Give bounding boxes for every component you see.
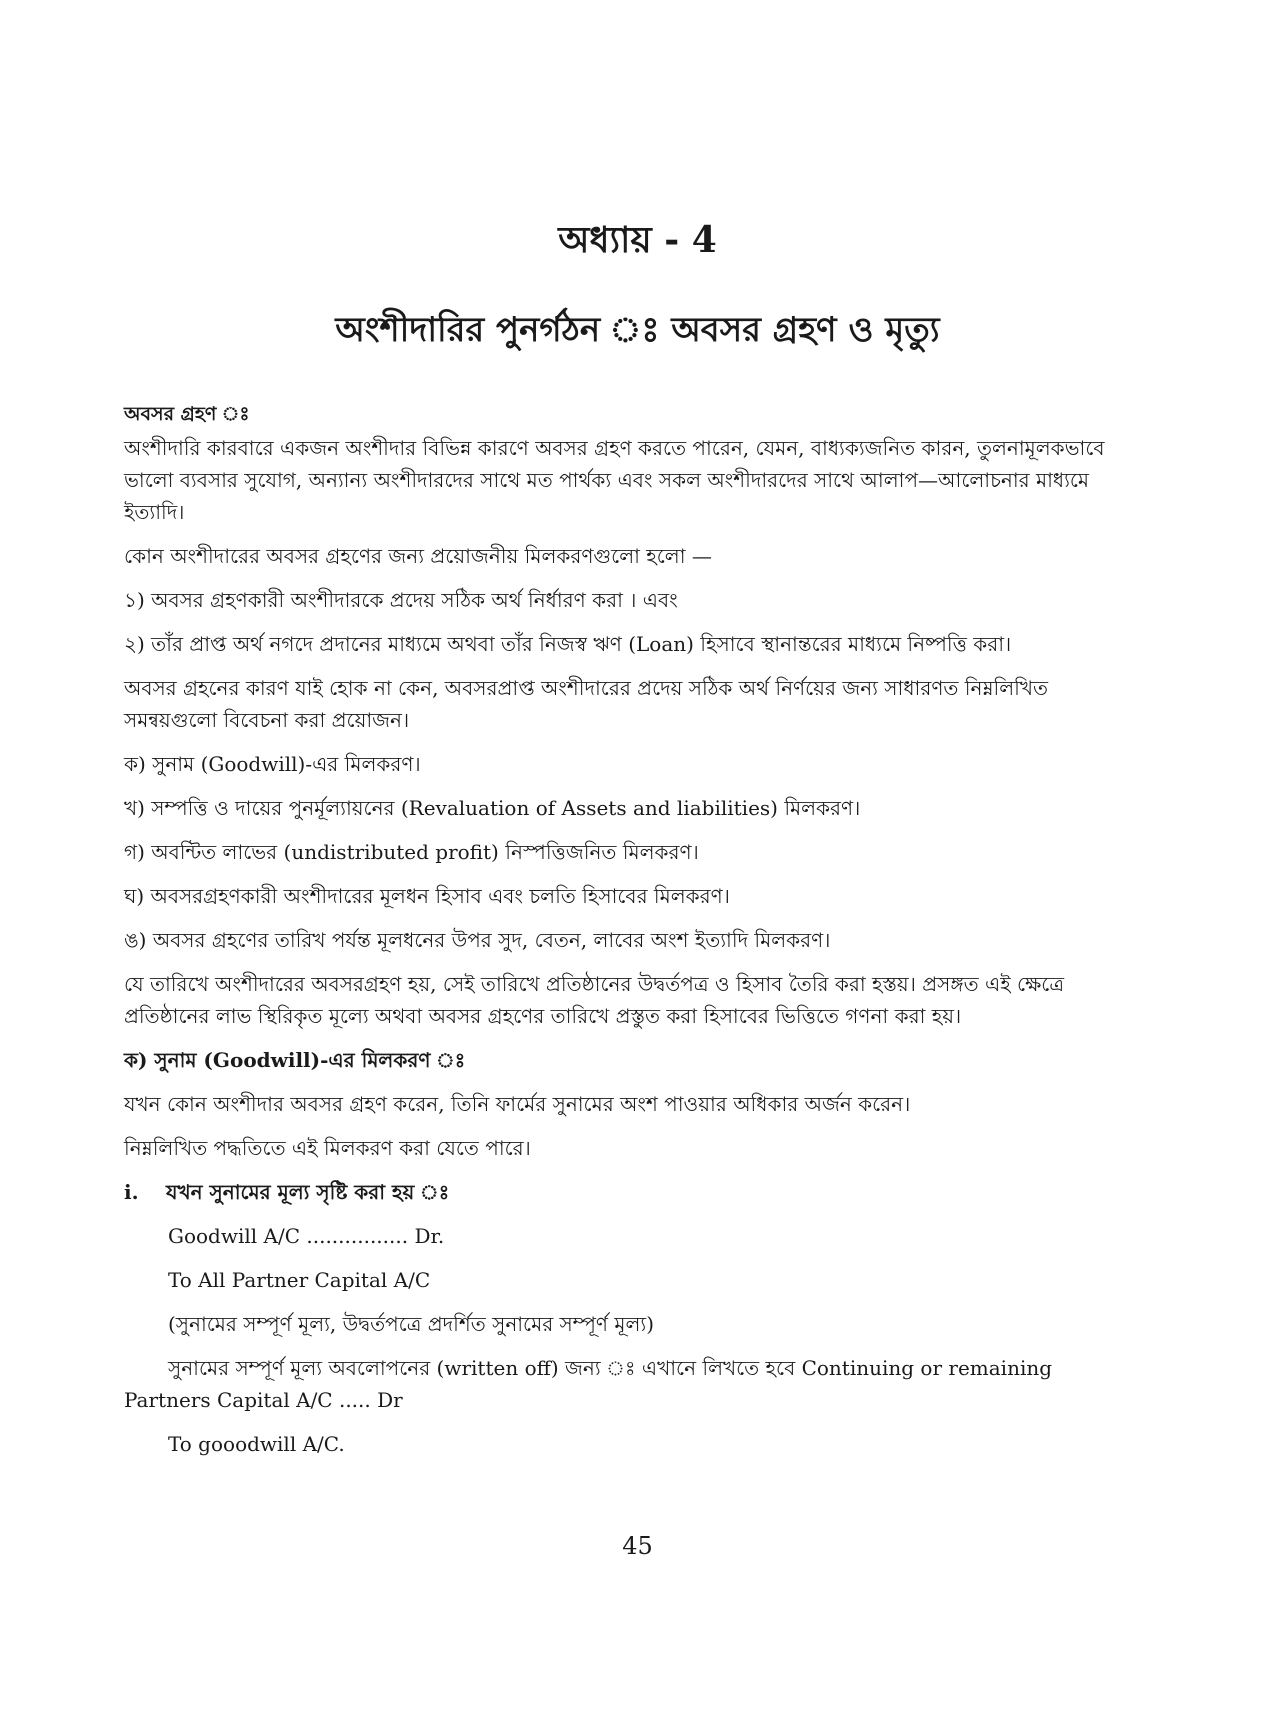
balance-sheet-paragraph: যে তারিখে অংশীদারের অবসরগ্রহণ হয়, সেই তারিখে প্রতিষ্ঠানের উদ্বর্তপত্র ও হিসাব তৈরি করা হস্তয়। প্রসঙ্গত এই ক্ষেত্রে প্রতিষ্ঠানের লাভ স্থিরিকৃত মূল্যে অথবা অবসর গ্রহণের তারিখে প্রস্তুত করা হিসাবের ভিত্তিতে গণনা করা হয়।: [124, 972, 1065, 1028]
case-i-heading: [124, 1176, 1134, 1208]
adjustment-item-kha: খ) সম্পত্তি ও দায়ের পুনর্মূল্যায়নের (Revaluation of Assets and liabilities) মিলকরণ।: [124, 796, 861, 820]
writeoff-paragraph: সুনামের সম্পূর্ণ মূল্য অবলোপনের (written off) জন্য ঃ এখানে লিখতে হবে Continuing or remaining Partners Capital A/C ..... Dr: [124, 1356, 1053, 1412]
page-body: [124, 398, 1134, 1472]
retirement-section-heading: অবসর গ্রহণ ঃ: [124, 403, 250, 425]
journal-entry-credit: To All Partner Capital A/C: [168, 1268, 431, 1292]
adjustment-item-uma: ঙ) অবসর গ্রহণের তারিখ পর্যন্ত মূলধনের উপর সুদ, বেতন, লাবের অংশ ইত্যাদি মিলকরণ।: [124, 928, 831, 952]
case-i-heading-text: যখন সুনামের মূল্য সৃষ্টি করা হয় ঃ: [166, 1180, 450, 1204]
page-number: 45: [622, 1532, 653, 1560]
adjustments-intro-paragraph: কোন অংশীদারের অবসর গ্রহণের জন্য প্রয়োজনীয় মিলকরণগুলো হলো —: [124, 544, 712, 568]
journal-entry-debit: Goodwill A/C ................ Dr.: [168, 1224, 445, 1248]
case-i-numeral: i.: [124, 1180, 139, 1204]
chapter-title: অংশীদারির পুনর্গঠন ঃ অবসর গ্রহণ ও মৃত্যু: [335, 310, 940, 350]
step-item-2: ২) তাঁর প্রাপ্ত অর্থ নগদে প্রদানের মাধ্যমে অথবা তাঁর নিজস্ব ঋণ (Loan) হিসাবে স্থানান্তরের মাধ্যমে নিষ্পত্তি করা।: [124, 632, 1012, 656]
adjustment-item-gha: ঘ) অবসরগ্রহণকারী অংশীদারের মূলধন হিসাব এবং চলতি হিসাবের মিলকরণ।: [124, 884, 730, 908]
goodwill-method-paragraph: নিম্নলিখিত পদ্ধতিতে এই মিলকরণ করা যেতে পারে।: [124, 1136, 531, 1160]
journal-entry-note: (সুনামের সম্পূর্ণ মূল্য, উদ্বর্তপত্রে প্রদর্শিত সুনামের সম্পূর্ণ মূল্য): [168, 1312, 654, 1336]
goodwill-section-heading: ক) সুনাম (Goodwill)-এর মিলকরণ ঃ: [124, 1048, 466, 1072]
step-item-1: ১) অবসর গ্রহণকারী অংশীদারকে প্রদেয় সঠিক অর্থ নির্ধারণ করা । এবং: [124, 588, 678, 612]
retirement-intro-paragraph: অংশীদারি কারবারে একজন অংশীদার বিভিন্ন কারণে অবসর গ্রহণ করতে পারেন, যেমন, বাধ্যক্যজনিত কারন, তুলনামূলকভাবে ভালো ব্যবসার সুযোগ, অন্যান্য অংশীদারদের সাথে মত পার্থক্য এবং সকল অংশীদারদের সাথে আলাপ—আলোচনার মাধ্যমে ইত্যাদি।: [124, 436, 1105, 524]
adjustments-reason-paragraph: অবসর গ্রহনের কারণ যাই হোক না কেন, অবসরপ্রাপ্ত অংশীদারের প্রদেয় সঠিক অর্থ নির্ণয়ের জন্য সাধারণত নিম্নলিখিত সমন্বয়গুলো বিবেচনা করা প্রয়োজন।: [124, 676, 1048, 732]
chapter-number-heading: অধ্যায় - 4: [558, 219, 717, 261]
goodwill-right-paragraph: যখন কোন অংশীদার অবসর গ্রহণ করেন, তিনি ফার্মের সুনামের অংশ পাওয়ার অধিকার অর্জন করেন।: [124, 1092, 911, 1116]
writeoff-credit-entry: To gooodwill A/C.: [168, 1432, 345, 1456]
adjustment-item-ka: ক) সুনাম (Goodwill)-এর মিলকরণ।: [124, 752, 421, 776]
adjustment-item-ga: গ) অবন্টিত লাভের (undistributed profit) নিস্পত্তিজনিত মিলকরণ।: [124, 840, 699, 864]
